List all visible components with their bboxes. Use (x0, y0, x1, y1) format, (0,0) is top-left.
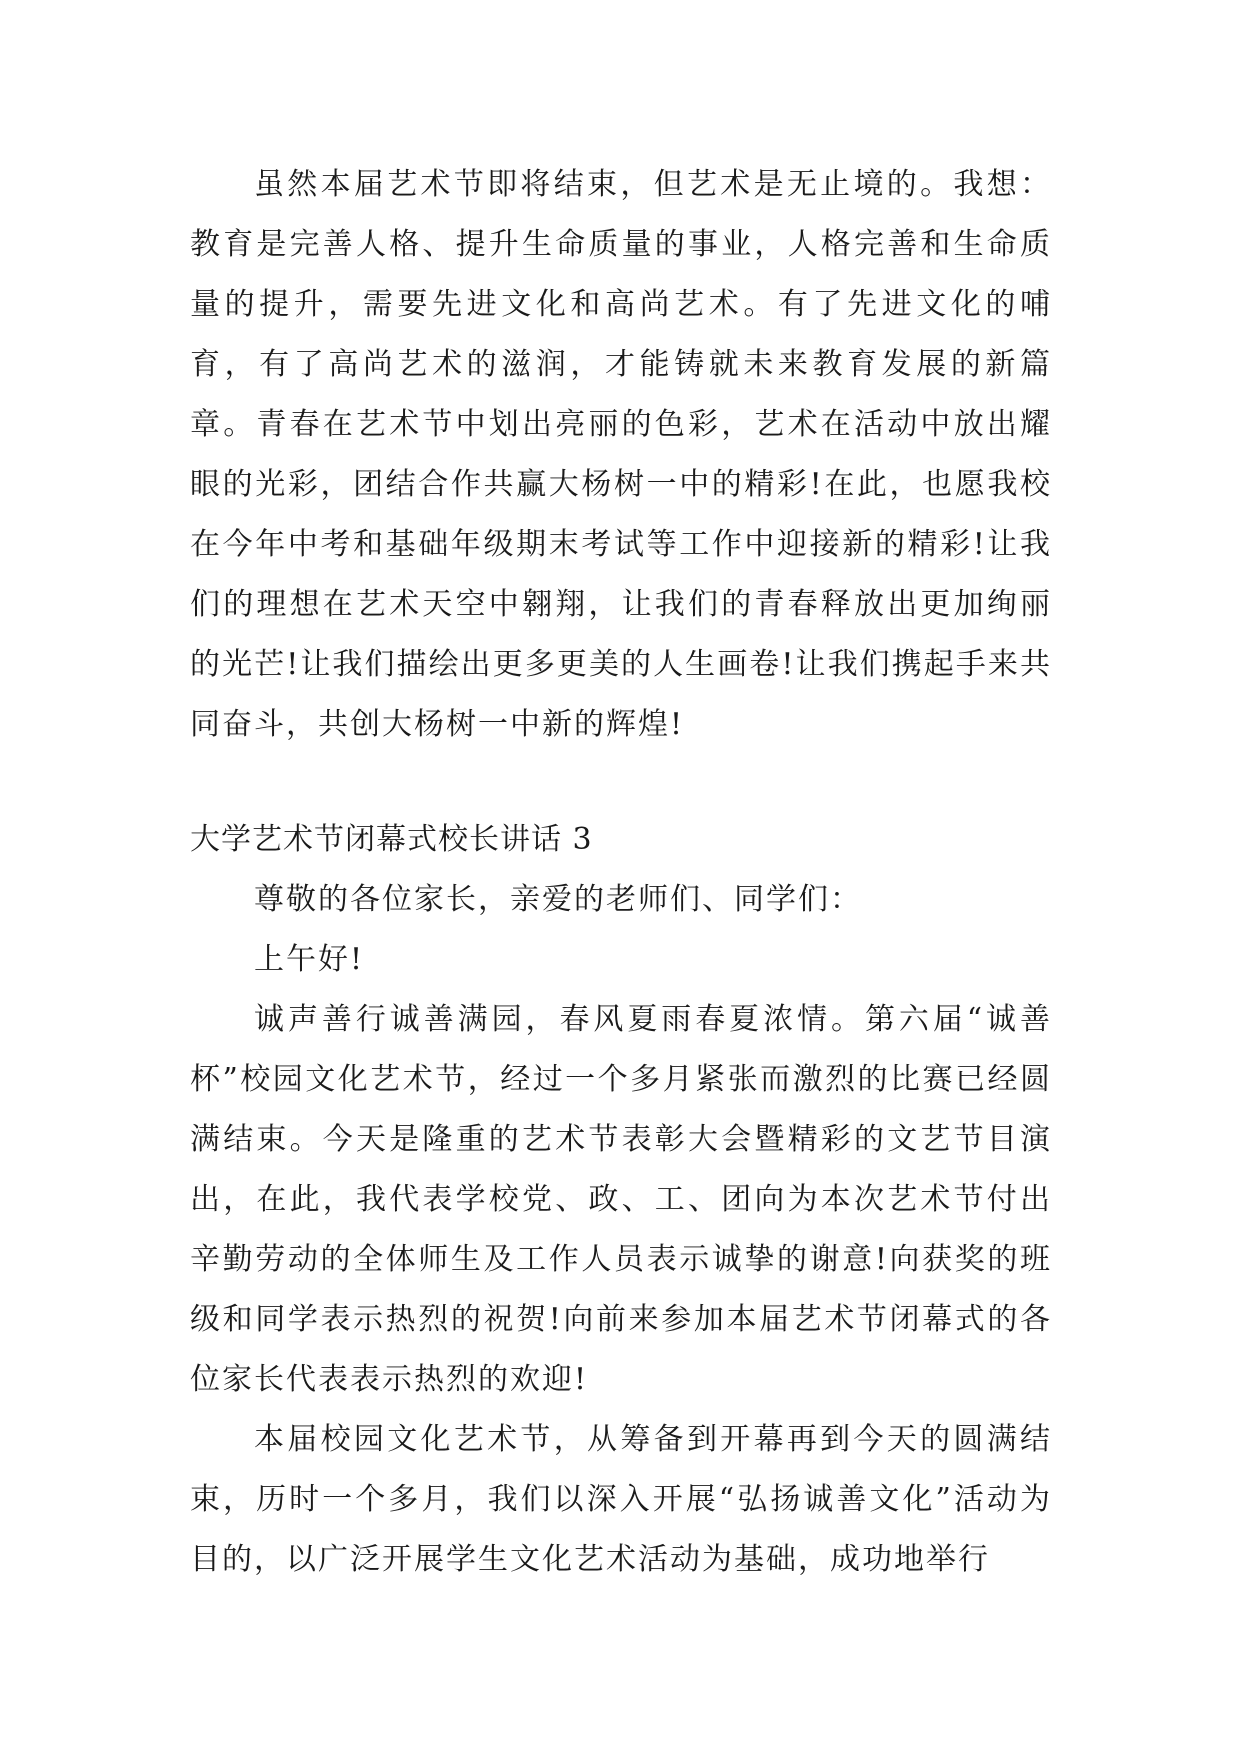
body-paragraph: 虽然本届艺术节即将结束，但艺术是无止境的。我想：教育是完善人格、提升生命质量的事业，人格完善和生命质量的提升，需要先进文化和高尚艺术。有了先进文化的哺育，有了高尚艺术的滋润，才能铸就未来教育发展的新篇章。青春在艺术节中划出亮丽的色彩，艺术在活动中放出耀眼的光彩，团结合作共赢大杨树一中的精彩!在此，也愿我校在今年中考和基础年级期末考试等工作中迎接新的精彩!让我们的理想在艺术天空中翱翔，让我们的青春释放出更加绚丽的光芒!让我们描绘出更多更美的人生画卷!让我们携起手来共同奋斗，共创大杨树一中新的辉煌! (190, 167, 1052, 742)
body-paragraph: 诚声善行诚善满园，春风夏雨春夏浓情。第六届“诚善杯”校园文化艺术节，经过一个多月紧张而激烈的比赛已经圆满结束。今天是隆重的艺术节表彰大会暨精彩的文艺节目演出，在此，我代表学校党、政、工、团向为本次艺术节付出辛勤劳动的全体师生及工作人员表示诚挚的谢意!向获奖的班级和同学表示热烈的祝贺!向前来参加本届艺术节闭幕式的各位家长代表表示热烈的欢迎! (190, 1002, 1052, 1397)
section-title: 大学艺术节闭幕式校长讲话 3 (190, 822, 593, 857)
greeting-line: 尊敬的各位家长，亲爱的老师们、同学们： (254, 882, 862, 917)
salutation-line: 上午好! (254, 942, 365, 977)
document-body (190, 155, 1052, 1590)
body-paragraph: 本届校园文化艺术节，从筹备到开幕再到今天的圆满结束，历时一个多月，我们以深入开展“弘扬诚善文化”活动为目的，以广泛开展学生文化艺术活动为基础，成功地举行 (190, 1422, 1052, 1577)
